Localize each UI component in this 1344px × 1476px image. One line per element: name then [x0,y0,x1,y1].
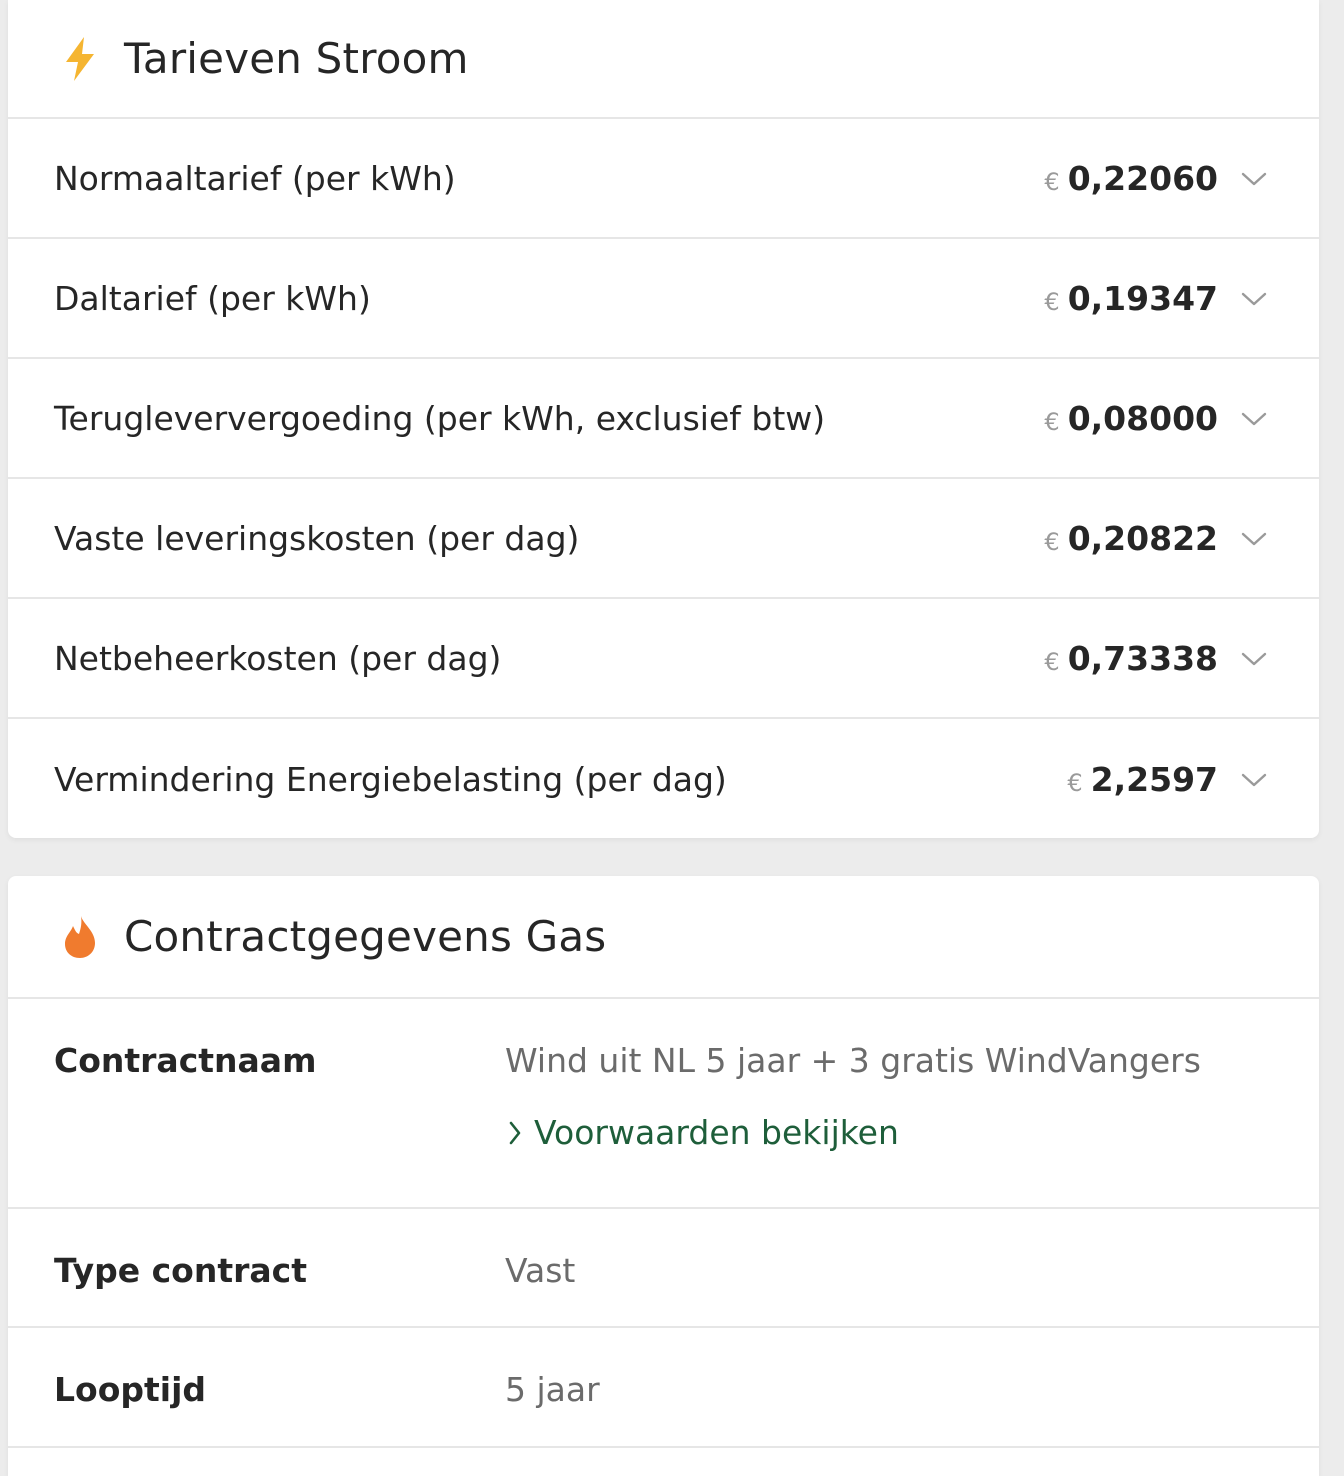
detail-row-looptijd [8,1328,1319,1448]
card-title: Contractgegevens Gas [124,912,607,961]
rate-row-netbeheerkosten[interactable] [8,599,1319,719]
detail-label: Looptijd [54,1370,207,1409]
rate-row-terugleververgoeding[interactable] [8,359,1319,479]
rate-value [1044,639,1218,678]
currency-symbol: € [1044,167,1060,196]
rate-amount: 0,08000 [1067,398,1218,438]
rate-value [1044,519,1218,558]
rate-label: Vermindering Energiebelasting (per dag) [54,759,727,799]
rate-row-vaste-leveringskosten[interactable] [8,479,1319,599]
rate-value [1044,399,1218,438]
detail-row-type-contract [8,1209,1319,1328]
chevron-down-icon[interactable] [1241,292,1267,306]
rate-label: Daltarief (per kWh) [54,278,371,318]
chevron-down-icon[interactable] [1241,652,1267,666]
tarieven-stroom-card [8,0,1319,838]
rate-row-normaaltarief[interactable] [8,119,1319,239]
chevron-right-icon [508,1120,522,1146]
rate-value [1044,279,1218,318]
currency-symbol: € [1044,287,1060,316]
rate-value [1067,760,1218,799]
chevron-down-icon[interactable] [1241,532,1267,546]
rate-amount: 0,22060 [1067,158,1218,198]
lightning-icon [58,37,102,81]
currency-symbol: € [1044,647,1060,676]
rate-value [1044,159,1218,198]
detail-label: Type contract [54,1251,307,1290]
currency-symbol: € [1044,527,1060,556]
detail-value: Wind uit NL 5 jaar + 3 gratis WindVangers [505,1041,1201,1080]
rate-label: Netbeheerkosten (per dag) [54,638,502,678]
chevron-down-icon[interactable] [1241,412,1267,426]
rate-amount: 0,73338 [1067,638,1218,678]
rate-row-vermindering-energiebelasting[interactable] [8,719,1319,839]
detail-row-contractnaam [8,999,1319,1209]
card-header-stroom [8,0,1319,119]
rate-label: Normaaltarief (per kWh) [54,158,456,198]
rate-label: Terugleververgoeding (per kWh, exclusief btw) [54,398,826,438]
chevron-down-icon[interactable] [1241,172,1267,186]
rate-amount: 0,20822 [1067,518,1218,558]
rate-amount: 2,2597 [1090,759,1218,799]
card-header-gas [8,876,1319,999]
currency-symbol: € [1067,768,1083,797]
contractgegevens-gas-card [8,876,1319,1476]
chevron-down-icon[interactable] [1241,773,1267,787]
card-title: Tarieven Stroom [124,34,469,83]
voorwaarden-link-label: Voorwaarden bekijken [534,1113,899,1152]
flame-icon [58,915,102,959]
detail-value: 5 jaar [505,1370,600,1409]
detail-label: Contractnaam [54,1041,317,1080]
currency-symbol: € [1044,407,1060,436]
rate-row-daltarief[interactable] [8,239,1319,359]
rate-label: Vaste leveringskosten (per dag) [54,518,580,558]
rate-amount: 0,19347 [1067,278,1218,318]
voorwaarden-link[interactable] [508,1113,899,1152]
detail-value: Vast [505,1251,576,1290]
